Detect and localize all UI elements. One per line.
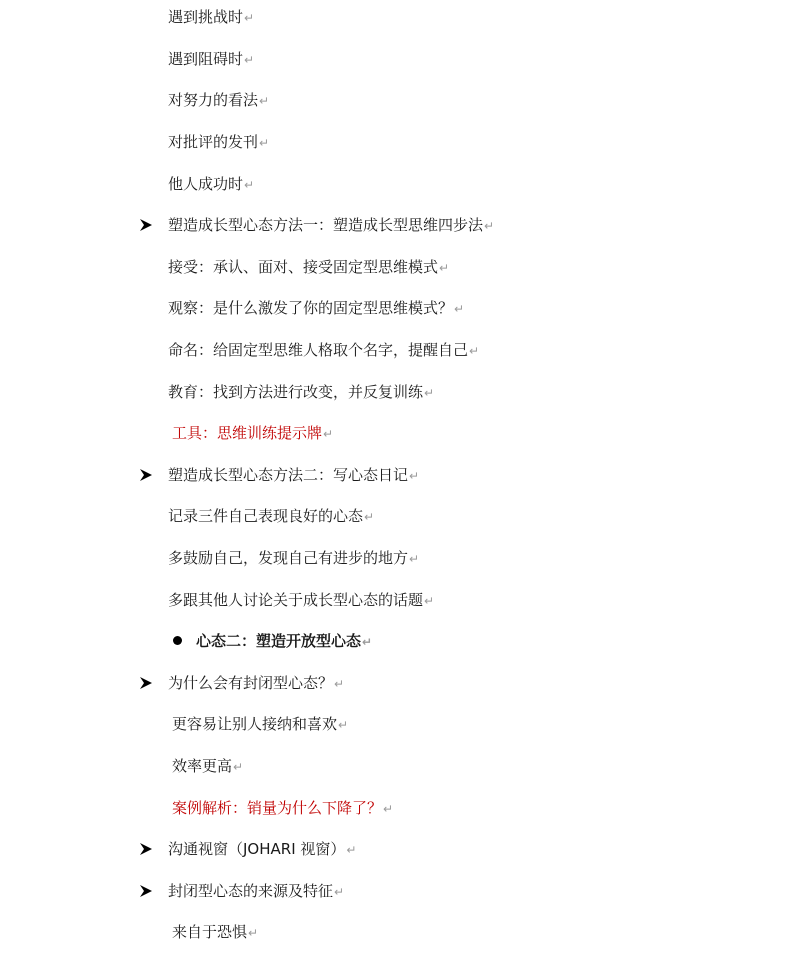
paragraph-mark-icon: ↵ <box>364 510 375 524</box>
paragraph-mark-icon: ↵ <box>439 261 450 275</box>
case-note-line: 案例解析：销量为什么下降了？↵ <box>172 799 394 817</box>
paragraph-mark-icon: ↵ <box>248 926 259 940</box>
paragraph-mark-icon: ↵ <box>469 344 480 358</box>
text-line: 命名：给固定型思维人格取个名字，提醒自己↵ <box>168 341 480 359</box>
text-line: 效率更高↵ <box>172 757 244 775</box>
paragraph-mark-icon: ↵ <box>244 178 255 192</box>
heading-line: 沟通视窗（JOHARI 视窗）↵ <box>168 840 357 858</box>
text-line: 遇到阻碍时↵ <box>168 50 255 68</box>
section-heading: 心态二：塑造开放型心态↵ <box>196 632 373 650</box>
paragraph-mark-icon: ↵ <box>424 594 435 608</box>
text-line: 记录三件自己表现良好的心态↵ <box>168 507 375 525</box>
paragraph-mark-icon: ↵ <box>362 635 373 649</box>
heading-line: 塑造成长型心态方法二：写心态日记↵ <box>168 466 420 484</box>
text-line: 更容易让别人接纳和喜欢↵ <box>172 715 349 733</box>
text-line: 对努力的看法↵ <box>168 91 270 109</box>
paragraph-mark-icon: ↵ <box>334 677 345 691</box>
paragraph-mark-icon: ↵ <box>409 552 420 566</box>
text-line: 观察：是什么激发了你的固定型思维模式？↵ <box>168 299 465 317</box>
text-line: 多鼓励自己，发现自己有进步的地方↵ <box>168 549 420 567</box>
heading-line: 封闭型心态的来源及特征↵ <box>168 882 345 900</box>
paragraph-mark-icon: ↵ <box>409 469 420 483</box>
paragraph-mark-icon: ↵ <box>424 386 435 400</box>
heading-line: 塑造成长型心态方法一：塑造成长型思维四步法↵ <box>168 216 495 234</box>
paragraph-mark-icon: ↵ <box>259 94 270 108</box>
dot-bullet-icon <box>173 636 182 645</box>
paragraph-mark-icon: ↵ <box>323 427 334 441</box>
arrow-bullet-icon <box>139 884 153 898</box>
text-line: 对批评的发刊↵ <box>168 133 270 151</box>
tool-note-line: 工具：思维训练提示牌↵ <box>172 424 334 442</box>
paragraph-mark-icon: ↵ <box>259 136 270 150</box>
arrow-bullet-icon <box>139 218 153 232</box>
text-line: 接受：承认、面对、接受固定型思维模式↵ <box>168 258 450 276</box>
arrow-bullet-icon <box>139 842 153 856</box>
paragraph-mark-icon: ↵ <box>346 843 357 857</box>
heading-line: 为什么会有封闭型心态？↵ <box>168 674 345 692</box>
arrow-bullet-icon <box>139 468 153 482</box>
text-line: 教育：找到方法进行改变，并反复训练↵ <box>168 383 435 401</box>
paragraph-mark-icon: ↵ <box>233 760 244 774</box>
text-line: 多跟其他人讨论关于成长型心态的话题↵ <box>168 591 435 609</box>
text-line: 遇到挑战时↵ <box>168 8 255 26</box>
text-line: 来自于恐惧↵ <box>172 923 259 941</box>
arrow-bullet-icon <box>139 676 153 690</box>
paragraph-mark-icon: ↵ <box>244 53 255 67</box>
paragraph-mark-icon: ↵ <box>484 219 495 233</box>
paragraph-mark-icon: ↵ <box>334 885 345 899</box>
text-line: 他人成功时↵ <box>168 175 255 193</box>
paragraph-mark-icon: ↵ <box>338 718 349 732</box>
paragraph-mark-icon: ↵ <box>383 802 394 816</box>
paragraph-mark-icon: ↵ <box>244 11 255 25</box>
paragraph-mark-icon: ↵ <box>454 302 465 316</box>
